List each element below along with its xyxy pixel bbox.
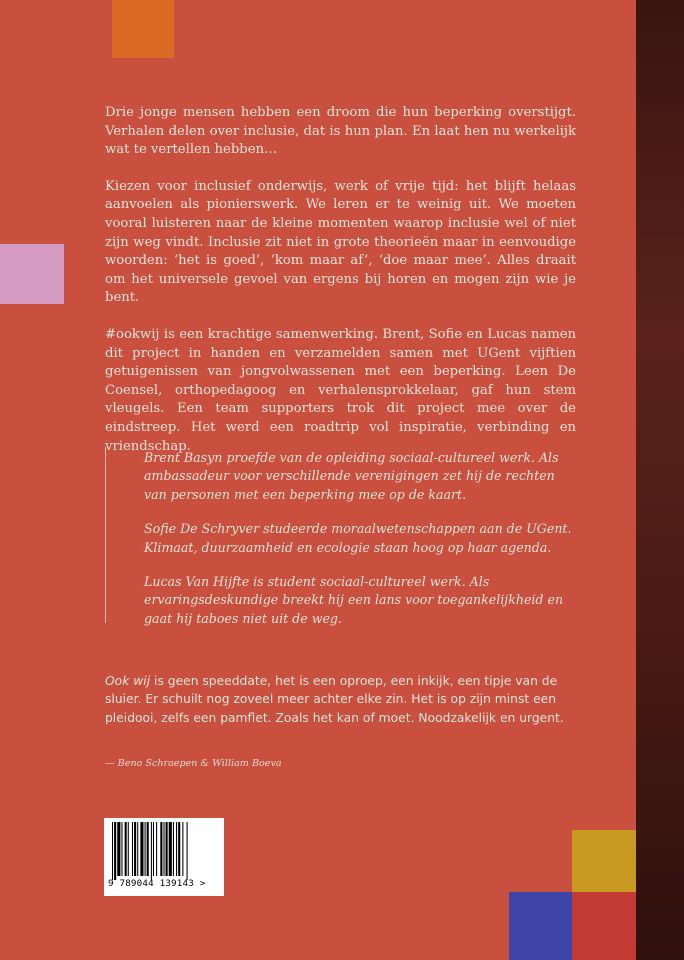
- main-text: [105, 104, 576, 474]
- back-blurb: [105, 672, 576, 727]
- isbn-barcode: [104, 818, 224, 896]
- barcode-bar: [173, 822, 174, 876]
- blue-color-block: [509, 892, 572, 960]
- barcode-bar: [145, 822, 146, 876]
- bio-sofie: Sofie De Schryver studeerde moraalwetenschappen aan de UGent. Klimaat, duurzaamheid en ecologie staan hoog op haar agenda.: [144, 521, 572, 555]
- barcode-bar: [137, 822, 138, 876]
- barcode-bar: [169, 822, 172, 876]
- barcode-bar: [114, 822, 116, 880]
- bio-lucas: Lucas Van Hijfte is student sociaal-cultureel werk. Als ervaringsdeskundige breekt hij een lans voor toegankelijkheid en gaat hij taboes niet uit de weg.: [144, 574, 564, 626]
- barcode-bar: [125, 822, 127, 876]
- pink-color-block: [0, 244, 64, 304]
- barcode-bar: [176, 822, 177, 876]
- barcode-bar: [166, 822, 168, 876]
- barcode-bars: [104, 818, 224, 880]
- barcode-bar: [178, 822, 180, 876]
- barcode-bar: [147, 822, 149, 876]
- barcode-bar: [112, 822, 113, 880]
- barcode-bar: [182, 822, 183, 876]
- blurb-attribution: — Beno Schraepen & William Boeva: [105, 758, 282, 769]
- barcode-bar: [153, 822, 154, 876]
- barcode-bar: [151, 822, 152, 880]
- inclusion-paragraph: Kiezen voor inclusief onderwijs, werk of vrije tijd: het blijft helaas aanvoelen als pionierswerk. We leren er te weinig uit. We moeten vooral luisteren naar de kleine momenten waarop inclusie wel of niet zijn weg vindt. Inclusie zit niet in grote theorieën maar in eenvoudige woorden: ‘het is goed’, ‘kom maar af’, ‘doe maar mee’. Alles draait om het universele gevoel van ergens bij horen en mogen zijn wie je bent.: [105, 178, 576, 306]
- gold-color-block: [572, 830, 636, 892]
- barcode-bar: [156, 822, 157, 876]
- blurb-title: Ook wij: [105, 674, 151, 688]
- barcode-bar: [140, 822, 143, 876]
- author-bios: [105, 447, 577, 626]
- barcode-bar: [134, 822, 136, 876]
- red-color-block: [572, 892, 636, 960]
- bio-brent: Brent Basyn proefde van de opleiding sociaal-cultureel werk. Als ambassadeur voor verschillende verenigingen zet hij de rechten van personen met een beperking mee op de kaart.: [144, 450, 559, 502]
- book-spine: [636, 0, 684, 960]
- barcode-bar: [160, 822, 162, 876]
- barcode-bar: [163, 822, 164, 876]
- barcode-bar: [187, 822, 188, 880]
- barcode-bar: [117, 822, 120, 876]
- intro-paragraph: Drie jonge mensen hebben een droom die hun beperking overstijgt. Verhalen delen over inclusie, dat is hun plan. En laat hen nu werkelijk wat te vertellen hebben…: [105, 105, 576, 158]
- orange-color-block: [112, 0, 174, 58]
- isbn-digits: 9 789044 139143 >: [108, 878, 206, 889]
- barcode-bar: [121, 822, 122, 876]
- blurb-text: [105, 672, 576, 727]
- barcode-bar: [128, 822, 129, 876]
- project-paragraph: #ookwij is een krachtige samenwerking. Brent, Sofie en Lucas namen dit project in handen en verzamelden samen met UGent vijftien getuigenissen van jongvolwassenen met een beperking. Leen De Coensel, orthopedagoog en verhalensprokkelaar, gaf hun stem vleugels. Een team supporters trok dit project mee over de eindstreep. Het werd een roadtrip vol inspiratie, verbinding en vriendschap.: [105, 326, 576, 454]
- barcode-bar: [132, 822, 133, 876]
- blurb-body: is geen speeddate, het is een oproep, een inkijk, een tipje van de sluier. Er schuilt nog zoveel meer achter elke zin. Het is op zijn minst een pleidooi, zelfs een pamflet. Zoals het kan of moet. Noodzakelijk en urgent.: [105, 674, 564, 725]
